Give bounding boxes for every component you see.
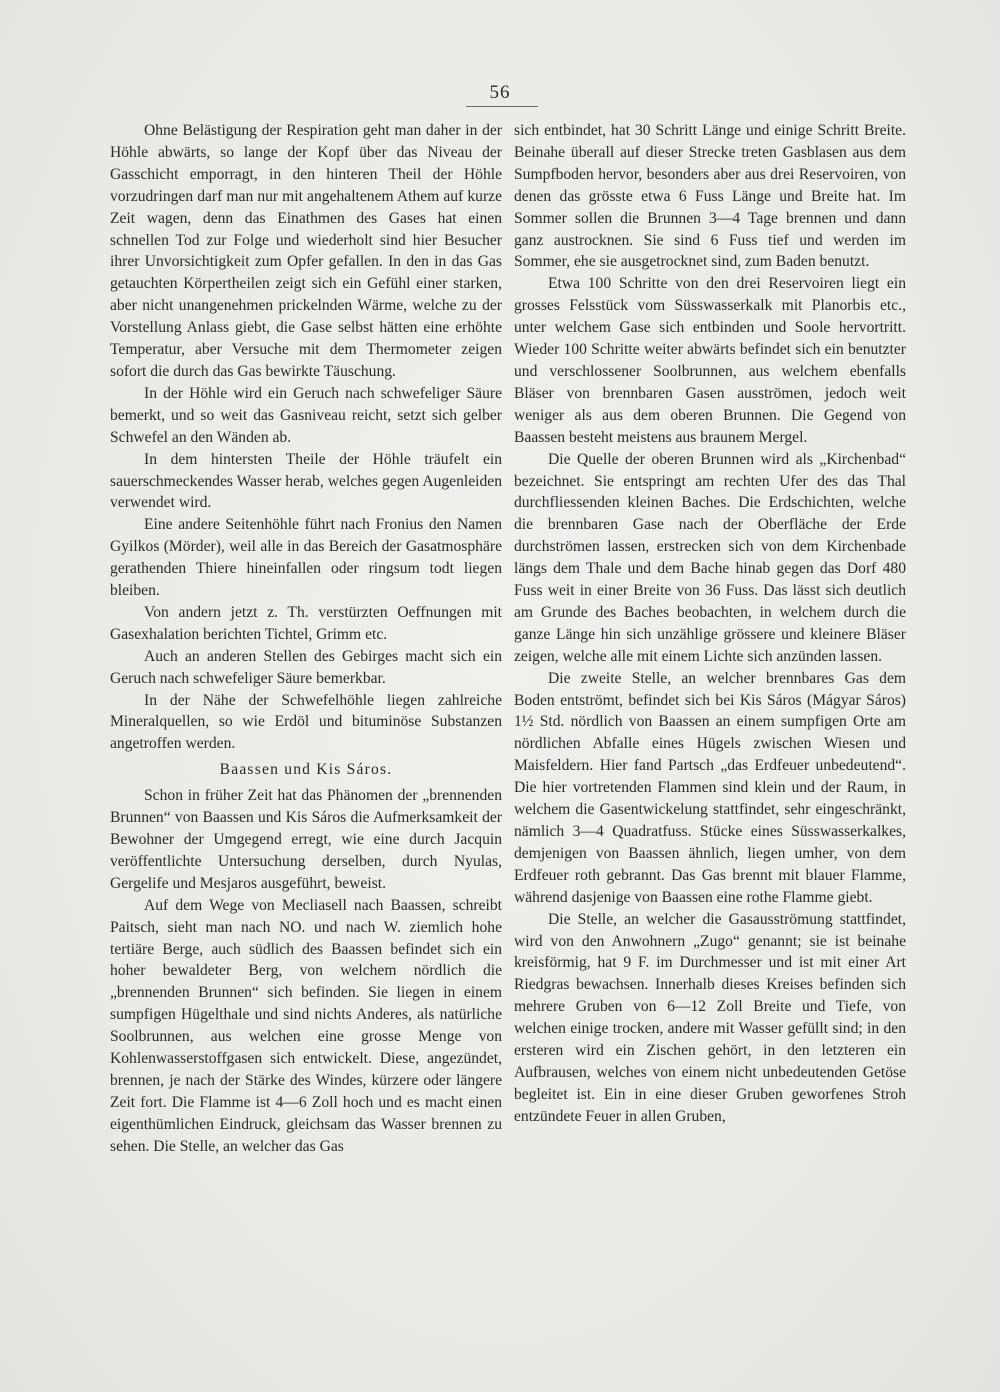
- paragraph: Die zweite Stelle, an welcher brennbares Gas dem Boden entströmt, befindet sich bei Kis Sáros (Mágyar Sáros) 1½ Std. nördlich von Baassen an einem sumpfigen Orte am nördlichen Abfalle eines Hügels zwischen Wiesen und Maisfeldern. Hier fand Partsch „das Erdfeuer unbedeutend“. Die hier vortretenden Flammen sind klein und der Raum, in welchem die Gasentwickelung stattfindet, sehr eingeschränkt, nämlich 3—4 Quadratfuss. Stücke eines Süsswasserkalkes, demjenigen von Baassen ähnlich, liegen umher, von dem Erdfeuer roth gebrannt. Das Gas brennt mit blauer Flamme, während dasjenige von Baassen eine rothe Flamme giebt.: [514, 669, 906, 906]
- paragraph: Die Quelle der oberen Brunnen wird als „Kirchenbad“ bezeichnet. Sie entspringt am rechten Ufer des das Thal durchfliessenden kleinen Baches. Die Erdschichten, welche die brennbaren Gase nach der Oberfläche der Erde durchströmen lassen, erstrecken sich von dem Kirchenbade längs dem Thale und dem Bache hinab gegen das Dorf 480 Fuss weit in einer Breite von 36 Fuss. Das lässt sich deutlich am Grunde des Baches beobachten, in welchem durch die ganze Länge hin sich unzählige grössere und kleinere Bläser zeigen, welche alle mit einem Lichte sich anzünden lassen.: [514, 450, 906, 665]
- paragraph: In dem hintersten Theile der Höhle träufelt ein sauerschmeckendes Wasser herab, welches gegen Augenleiden verwendet wird.: [110, 450, 502, 512]
- paragraph: In der Höhle wird ein Geruch nach schwefeliger Säure bemerkt, und so weit das Gasniveau reicht, setzt sich gelber Schwefel an den Wänden ab.: [110, 384, 502, 446]
- paragraph: Ohne Belästigung der Respiration geht man daher in der Höhle abwärts, so lange der Kopf über das Niveau der Gasschicht emporragt, in den hinteren Theil der Höhle vorzudringen darf man nur mit angehaltenem Athem auf kurze Zeit wagen, denn das Einathmen des Gases hat einen schnellen Tod zur Folge und wiederholt sind hier Besucher ihrer Unvorsichtigkeit zum Opfer gefallen. In den in das Gas getauchten Körpertheilen zeigt sich ein Gefühl einer starken, aber nicht unangenehmen prickelnden Wärme, welche zu der Vorstellung Anlass giebt, die Gase selbst hätten eine erhöhte Temperatur, aber Versuche mit dem Thermometer zeigen sofort die durch das Gas bewirkte Täuschung.: [110, 122, 502, 380]
- paragraph: Eine andere Seitenhöhle führt nach Fronius den Namen Gyilkos (Mörder), weil alle in das Bereich der Gasatmosphäre gerathenden Thiere hineinfallen oder ringsum todt liegen bleiben.: [110, 516, 502, 600]
- paragraph: Schon in früher Zeit hat das Phänomen der „brennenden Brunnen“ von Baassen und Kis Sáros die Aufmerksamkeit der Bewohner der Umgegend erregt, wie eine durch Jacquin veröffentlichte Untersuchung derselben, durch Nyulas, Gergelife und Mesjaros ausgeführt, beweist.: [110, 787, 502, 892]
- section-heading: Baassen und Kis Sáros.: [219, 761, 393, 779]
- header-rule: [466, 106, 538, 107]
- paragraph: Die Stelle, an welcher die Gasausströmung stattfindet, wird von den Anwohnern „Zugo“ genannt; sie ist beinahe kreisförmig, hat 9 F. im Durchmesser und ist mit einer Art Riedgras bewachsen. Innerhalb dieses Kreises befinden sich mehrere Gruben von 6—12 Zoll Breite und Tiefe, von welchen einige trocken, andere mit Wasser gefüllt sind; in den ersteren wird ein Zischen gehört, in den letzteren ein Aufbrausen, welches von einem nicht unbedeutenden Getöse begleitet ist. Ein in eine dieser Gruben geworfenes Stroh entzündete Feuer in allen Gruben,: [514, 910, 906, 1125]
- paragraph: Auch an anderen Stellen des Gebirges macht sich ein Geruch nach schwefeliger Säure bemerkbar.: [110, 647, 502, 687]
- paragraph: Auf dem Wege von Mecliasell nach Baassen, schreibt Paitsch, sieht man nach NO. und nach W. ziemlich hohe tertiäre Berge, auch südlich des Baassen befindet sich ein hoher bewaldeter Berg, von welchem nördlich die „brennenden Brunnen“ sich befinden. Sie liegen in einem sumpfigen Hügelthale und sind nichts Anderes, als natürliche Soolbrunnen, aus welchen eine grosse Menge von Kohlenwasserstoffgasen sich entwickelt. Diese, angezündet, brennen, je nach der Stärke des Windes, kürzere oder längere Zeit fort. Die Flamme ist 4—6 Zoll hoch und es macht einen eigenthümlichen Eindruck, gleichsam das Wasser brennen zu sehen. Die Stelle, an welcher das Gas: [110, 896, 502, 1155]
- left-column: [110, 120, 502, 1158]
- paragraph-continuation: sich entbindet, hat 30 Schritt Länge und einige Schritt Breite. Beinahe überall auf dieser Strecke treten Gasblasen aus dem Sumpfboden hervor, besonders aber aus drei Reservoiren, von denen das grösste etwa 6 Fuss Länge und Breite hat. Im Sommer sollen die Brunnen 3—4 Tage brennen und dann ganz austrocknen. Sie sind 6 Fuss tief und werden im Sommer, ehe sie ausgetrocknet sind, zum Baden benutzt.: [514, 122, 906, 271]
- paragraph: Von andern jetzt z. Th. verstürzten Oeffnungen mit Gasexhalation berichten Tichtel, Grimm etc.: [110, 603, 502, 643]
- paragraph: In der Nähe der Schwefelhöhle liegen zahlreiche Mineralquellen, so wie Erdöl und bituminöse Substanzen angetroffen werden.: [110, 691, 502, 753]
- page-number: 56: [489, 82, 511, 103]
- paragraph: Etwa 100 Schritte von den drei Reservoiren liegt ein grosses Felsstück vom Süsswasserkalk mit Planorbis etc., unter welchem Gase sich entbinden und Soole hervortritt. Wieder 100 Schritte weiter abwärts befindet sich ein benutzter und verschlossener Soolbrunnen, aus welchem ebenfalls Bläser von brennbaren Gasen ausströmen, jedoch weit weniger als aus dem oberen Brunnen. Die Gegend von Baassen besteht meistens aus braunem Mergel.: [514, 275, 906, 446]
- right-column: [514, 120, 906, 1128]
